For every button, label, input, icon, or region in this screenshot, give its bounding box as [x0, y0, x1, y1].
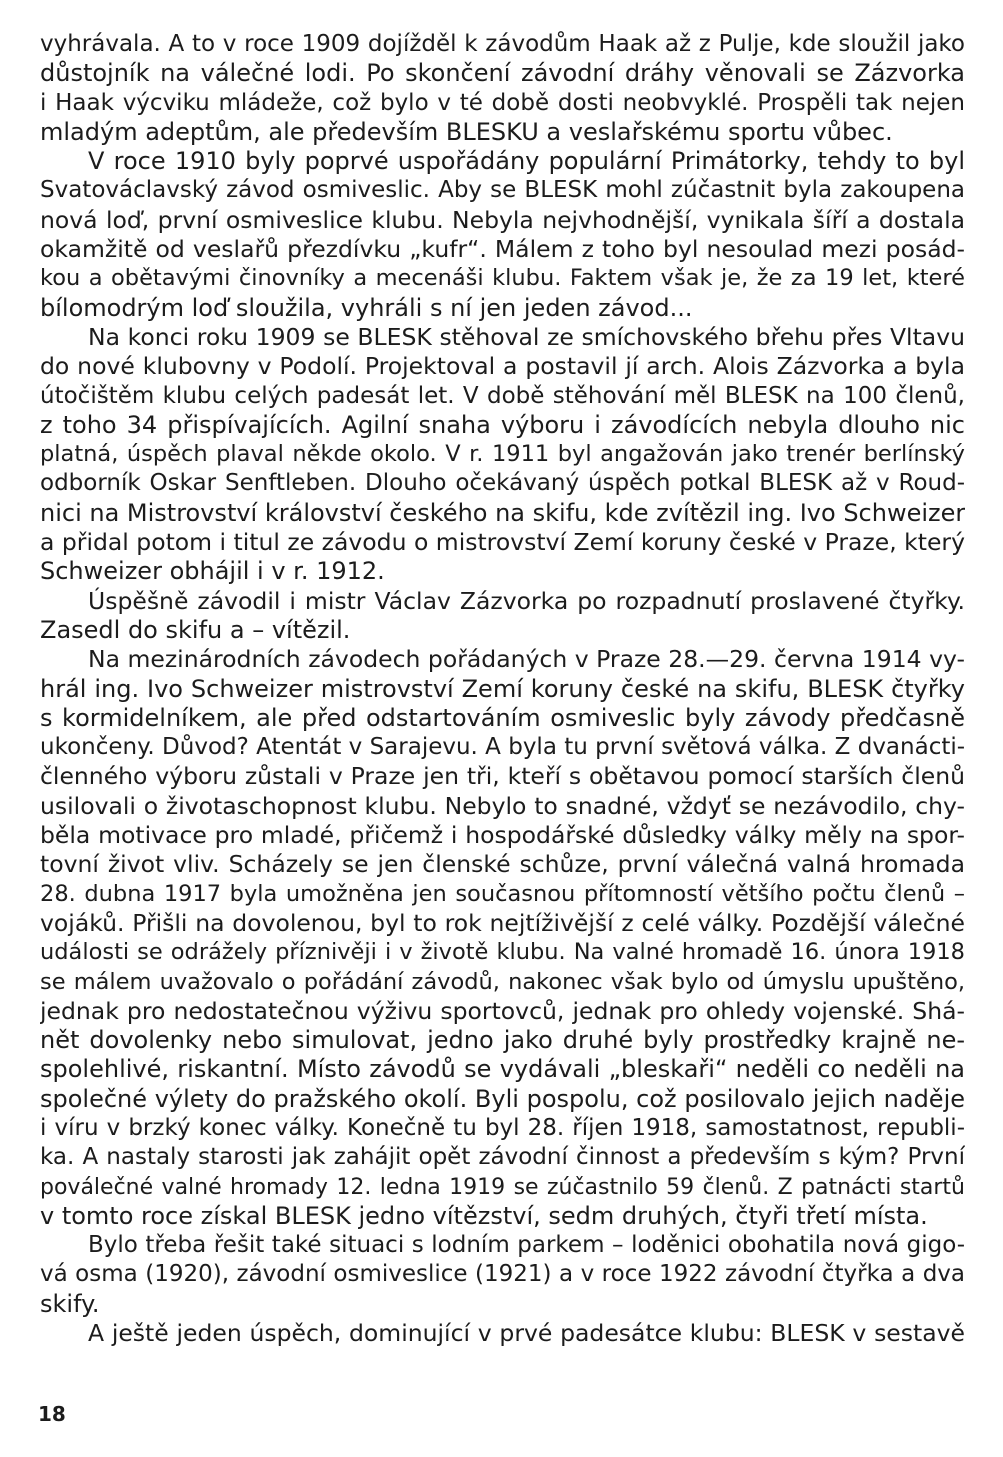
text-line: Svatováclavský závod osmiveslic. Aby se BLESK mohl zúčastnit byla zakoupena: [40, 177, 965, 204]
text-line: důstojník na válečné lodi. Po skončení závodní dráhy věnovali se Zázvorka: [40, 59, 965, 88]
text-line: i Haak výcviku mládeže, což bylo v té době dosti neobvyklé. Prospěli tak nejen: [40, 89, 965, 116]
text-line: V roce 1910 byly poprvé uspořádány populární Primátorky, tehdy to byl: [88, 147, 965, 176]
text-line: Bylo třeba řešit také situaci s lodním parkem – loděnici obohatila nová gigo-: [88, 1232, 965, 1259]
text-line: 28. dubna 1917 byla umožněna jen současnou přítomností většího počtu členů –: [40, 880, 965, 907]
text-line: s kormidelníkem, ale před odstartováním osmiveslic byly závody předčasně: [40, 703, 965, 732]
text-line: události se odrážely příznivěji i v životě klubu. Na valné hromadě 16. února 1918: [40, 939, 965, 966]
text-line: společné výlety do pražského okolí. Byli pospolu, což posilovalo jejich naděje: [40, 1084, 965, 1113]
text-line: platná, úspěch plaval někde okolo. V r. 1911 byl angažován jako trenér berlínský: [40, 441, 965, 468]
text-line: jednak pro nedostatečnou výživu sportovců, jednak pro ohledy vojenské. Shá-: [40, 996, 965, 1025]
text-line: v tomto roce získal BLESK jedno vítězství, sedm druhých, čtyři třetí místa.: [40, 1201, 928, 1230]
text-line: ukončeny. Důvod? Atentát v Sarajevu. A byla tu první světová válka. Z dvanácti-: [40, 734, 965, 761]
text-line: nět dovolenky nebo simulovat, jedno jako druhé byly prostředky krajně ne-: [40, 1026, 965, 1055]
text-line: do nové klubovny v Podolí. Projektoval a postavil jí arch. Alois Zázvorka a byla: [40, 352, 965, 381]
text-line: mladým adeptům, ale především BLESKU a veslařskému sportu vůbec.: [40, 117, 893, 146]
paragraph: [40, 147, 965, 323]
text-line: bílomodrým loď sloužila, vyhráli s ní jen jeden závod...: [40, 293, 693, 322]
paragraph: [40, 1231, 965, 1319]
text-line: Schweizer obhájil i v r. 1912.: [40, 557, 385, 586]
text-line: odborník Oskar Senftleben. Dlouho očekávaný úspěch potkal BLESK až v Roud-: [40, 470, 965, 497]
paragraph: [40, 1319, 965, 1348]
body-text: [40, 30, 965, 1348]
text-line: spolehlivé, riskantní. Místo závodů se vydávali „bleskaři“ neděli co neděli na: [40, 1055, 965, 1084]
text-line: hrál ing. Ivo Schweizer mistrovství Zemí koruny české na skifu, BLESK čtyřky: [40, 674, 965, 703]
page-number: 18: [38, 1402, 66, 1426]
text-line: vá osma (1920), závodní osmiveslice (1921) a v roce 1922 závodní čtyřka a dva: [40, 1261, 965, 1288]
text-line: útočištěm klubu celých padesát let. V době stěhování měl BLESK na 100 členů,: [40, 382, 965, 409]
text-line: kou a obětavými činovníky a mecenáši klubu. Faktem však je, že za 19 let, které: [40, 265, 965, 292]
text-line: vojáků. Přišli na dovolenou, byl to rok nejtíživější z celé války. Pozdější válečné: [40, 908, 965, 937]
text-line: členného výboru zůstali v Praze jen tři, kteří s obětavou pomocí starších členů: [40, 762, 965, 791]
text-line: běla motivace pro mladé, přičemž i hospodářské důsledky války měly na spor-: [40, 821, 965, 850]
text-line: tovní život vliv. Scházely se jen členské schůze, první válečná valná hromada: [40, 850, 965, 879]
text-line: A ještě jeden úspěch, dominující v prvé padesátce klubu: BLESK v sestavě: [88, 1319, 965, 1348]
text-line: z toho 34 přispívajících. Agilní snaha výboru i závodících nebyla dlouho nic: [40, 410, 965, 439]
text-line: se málem uvažovalo o pořádání závodů, nakonec však bylo od úmyslu upuštěno,: [40, 968, 965, 995]
paragraph: [40, 30, 965, 147]
text-line: Na mezinárodních závodech pořádaných v Praze 28.—29. června 1914 vy-: [88, 645, 965, 674]
text-line: nová loď, první osmiveslice klubu. Nebyla nejvhodnější, vynikala šíří a dostala: [40, 205, 965, 234]
text-line: i víru v brzký konec války. Konečně tu byl 28. říjen 1918, samostatnost, republi-: [40, 1114, 965, 1141]
paragraph: [40, 323, 965, 587]
paragraph: [40, 645, 965, 1231]
text-line: ka. A nastaly starosti jak zahájit opět závodní činnost a především s kým? První: [40, 1144, 965, 1171]
paragraph: [40, 587, 965, 646]
text-line: Zasedl do skifu a – vítězil.: [40, 615, 351, 644]
text-line: okamžitě od veslařů přezdívku „kufr“. Málem z toho byl nesoulad mezi posád-: [40, 235, 965, 264]
text-line: nici na Mistrovství království českého na skifu, kde zvítězil ing. Ivo Schweizer: [40, 498, 965, 527]
text-line: vyhrávala. A to v roce 1909 dojížděl k závodům Haak až z Pulje, kde sloužil jako: [40, 31, 965, 57]
text-line: usilovali o životaschopnost klubu. Nebylo to snadné, vždyť se nezávodilo, chy-: [40, 791, 965, 820]
text-line: skify.: [40, 1289, 100, 1318]
text-line: Úspěšně závodil i mistr Václav Zázvorka po rozpadnutí proslavené čtyřky.: [88, 586, 965, 615]
text-line: a přidal potom i titul ze závodu o mistrovství Zemí koruny české v Praze, který: [40, 528, 965, 557]
text-line: Na konci roku 1909 se BLESK stěhoval ze smíchovského břehu přes Vltavu: [88, 322, 965, 351]
text-line: poválečné valné hromady 12. ledna 1919 se zúčastnilo 59 členů. Z patnácti startů: [40, 1174, 965, 1200]
